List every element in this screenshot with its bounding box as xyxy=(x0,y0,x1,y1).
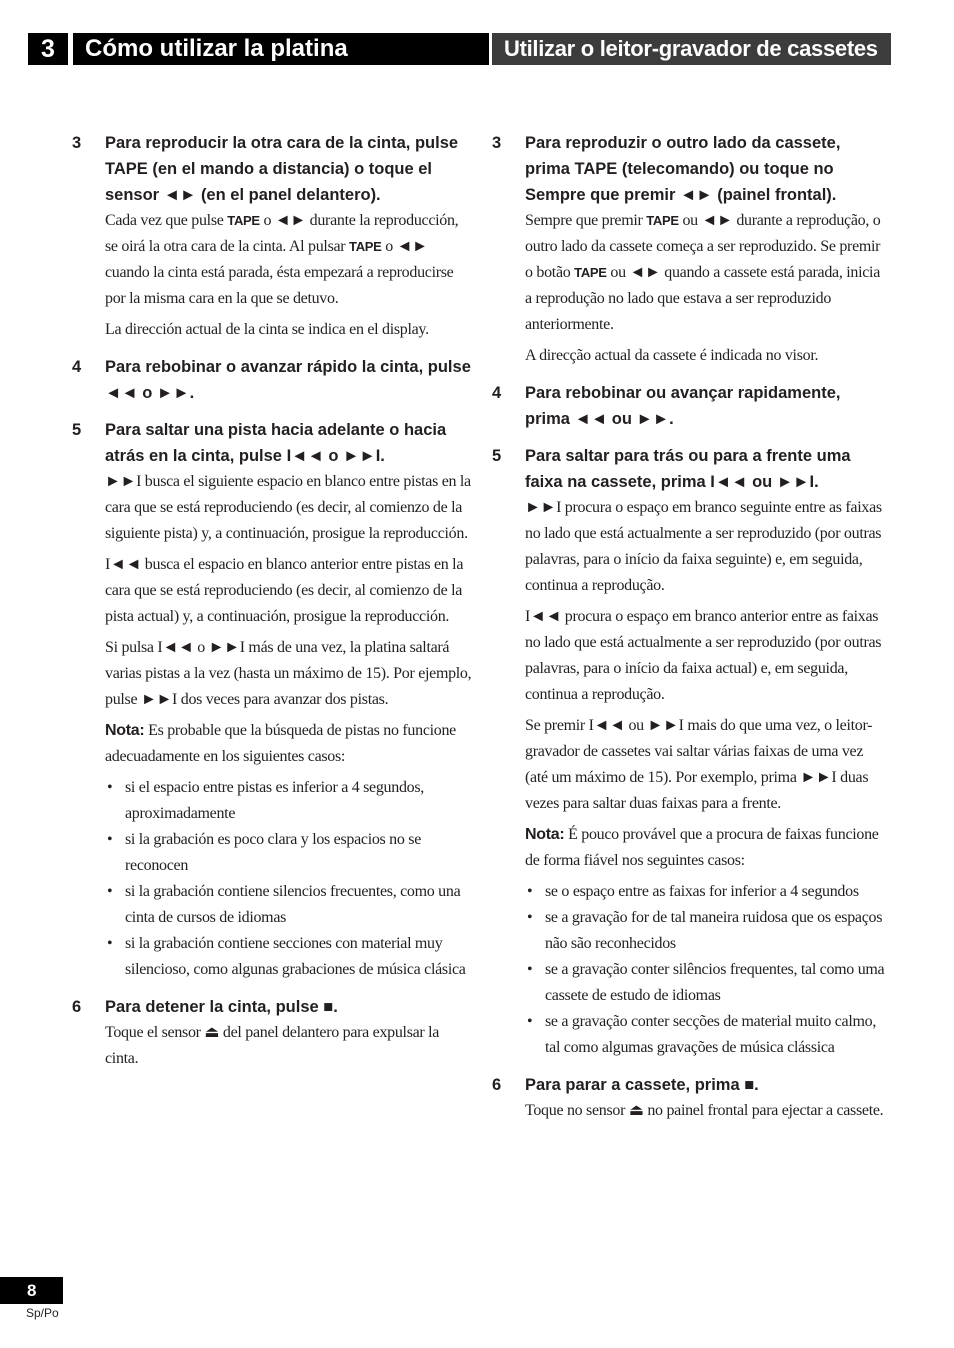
chapter-title-es: Cómo utilizar la platina xyxy=(73,33,489,65)
step-paragraph: La dirección actual de la cinta se indica en el display. xyxy=(105,321,429,338)
step-paragraph: A direcção actual da cassete é indicada no visor. xyxy=(525,347,819,364)
step-5-pt xyxy=(492,443,887,1061)
language-code: Sp/Po xyxy=(26,1306,59,1320)
step-title: Para reproducir la otra cara de la cinta, pulse TAPE (en el mando a distancia) o toque el sensor ◄► (en el panel delantero). xyxy=(105,134,459,204)
list-item: • si el espacio entre pistas es inferior a 4 segundos, aproximadamente xyxy=(107,779,424,822)
list-item: • se a gravação for de tal maneira ruidosa que os espaços não são reconhecidos xyxy=(527,909,883,952)
portuguese-column xyxy=(492,130,887,1135)
list-item: • se a gravação conter silêncios frequentes, tal como uma cassete de estudo de idiomas xyxy=(527,961,885,1004)
step-paragraph: Sempre que premir TAPE ou ◄► durante a reprodução, o outro lado da cassete começa a ser reproduzido. Se premir o botão TAPE ou ◄► quando a cassete está parada, inicia a reprodução no lado que estava a ser reproduzido anteriormente. xyxy=(525,212,881,333)
step-number: 4 xyxy=(492,384,502,402)
note xyxy=(105,718,472,770)
step-paragraph: Si pulsa I◄◄ o ►►I más de una vez, la platina saltará varias pistas a la vez (hasta un máximo de 15). Por ejemplo, pulse ►►I dos veces para avanzar dos pistas. xyxy=(105,639,472,708)
step-5-es xyxy=(72,417,472,983)
list-item: • si la grabación contiene silencios frecuentes, como una cinta de cursos de idiomas xyxy=(107,883,461,926)
step-paragraph: I◄◄ procura o espaço em branco anterior entre as faixas no lado que está actualmente a ser reproduzido (por outras palavras, para o início da faixa actual) e, em seguida, continua a reprodução. xyxy=(525,608,882,703)
step-paragraph: Cada vez que pulse TAPE o ◄► durante la reproducción, se oirá la otra cara de la cinta. Al pulsar TAPE o ◄► cuando la cinta está parada, ésta empezará a reproducirse por la misma cara en la que se detuvo. xyxy=(105,212,459,307)
step-number: 6 xyxy=(492,1076,502,1094)
tape-label: TAPE xyxy=(574,265,607,280)
tape-label: TAPE xyxy=(227,213,260,228)
note xyxy=(525,822,887,874)
step-title: Para parar a cassete, prima ■. xyxy=(525,1076,759,1094)
step-paragraph: Toque el sensor ⏏ del panel delantero para expulsar la cinta. xyxy=(105,1024,440,1067)
note-label: Nota: xyxy=(525,826,565,843)
step-6-pt xyxy=(492,1072,887,1124)
step-number: 4 xyxy=(72,358,82,376)
step-3-pt xyxy=(492,130,887,369)
step-number: 5 xyxy=(492,447,502,465)
spanish-column xyxy=(72,130,472,1083)
step-paragraph: Toque no sensor ⏏ no painel frontal para ejectar a cassete. xyxy=(525,1102,884,1119)
step-number: 3 xyxy=(72,134,82,152)
step-6-es xyxy=(72,994,472,1072)
tape-label: TAPE xyxy=(349,239,382,254)
step-3-es xyxy=(72,130,472,343)
step-title: Para detener la cinta, pulse ■. xyxy=(105,998,338,1016)
note-label: Nota: xyxy=(105,722,145,739)
step-title: Para rebobinar ou avançar rapidamente, prima ◄◄ ou ►►. xyxy=(525,384,841,428)
page-number: 8 xyxy=(0,1277,63,1304)
step-title: Para saltar una pista hacia adelante o hacia atrás en la cinta, pulse I◄◄ o ►►I. xyxy=(105,421,447,465)
note-list xyxy=(105,775,472,983)
step-paragraph: ►►I busca el siguiente espacio en blanco entre pistas en la cara que se está reproduciendo (es decir, al comienzo de la siguiente pista) y, a continuación, prosigue la reproducción. xyxy=(105,473,471,542)
step-number: 3 xyxy=(492,134,502,152)
step-title: Para reproduzir o outro lado da cassete, prima TAPE (telecomando) ou toque no Sempre que premir ◄► (painel frontal). xyxy=(525,134,841,204)
step-title: Para saltar para trás ou para a frente uma faixa na cassete, prima I◄◄ ou ►►I. xyxy=(525,447,851,491)
step-4-pt xyxy=(492,380,887,432)
list-item: • si la grabación contiene secciones con material muy silencioso, como algunas grabaciones de música clásica xyxy=(107,935,466,978)
note-text: Es probable que la búsqueda de pistas no funcione adecuadamente en los siguientes casos: xyxy=(105,722,456,765)
note-text: É pouco provável que a procura de faixas funcione de forma fiável nos seguintes casos: xyxy=(525,826,879,869)
step-paragraph: I◄◄ busca el espacio en blanco anterior entre pistas en la cara que se está reproduciendo (es decir, al comienzo de la pista actual) y, a continuación, prosigue la reproducción. xyxy=(105,556,464,625)
list-item: • si la grabación es poco clara y los espacios no se reconocen xyxy=(107,831,422,874)
step-4-es xyxy=(72,354,472,406)
list-item: • se a gravação conter secções de material muito calmo, tal como algumas gravações de música clássica xyxy=(527,1013,877,1056)
chapter-title-pt: Utilizar o leitor-gravador de cassetes xyxy=(492,33,891,65)
step-title: Para rebobinar o avanzar rápido la cinta, pulse ◄◄ o ►►. xyxy=(105,358,471,402)
note-list xyxy=(525,879,887,1061)
chapter-number: 3 xyxy=(28,33,68,65)
tape-label: TAPE xyxy=(646,213,679,228)
step-number: 6 xyxy=(72,998,82,1016)
list-item: • se o espaço entre as faixas for inferior a 4 segundos xyxy=(527,883,859,900)
step-paragraph: Se premir I◄◄ ou ►►I mais do que uma vez, o leitor-gravador de cassetes vai saltar várias faixas de uma vez (até um máximo de 15). Por exemplo, prima ►►I duas vezes para saltar duas faixas para a frente. xyxy=(525,717,873,812)
step-number: 5 xyxy=(72,421,82,439)
step-paragraph: ►►I procura o espaço em branco seguinte entre as faixas no lado que está actualmente a ser reproduzido (por outras palavras, para o início da faixa seguinte) e, em seguida, continua a reprodução. xyxy=(525,499,882,594)
